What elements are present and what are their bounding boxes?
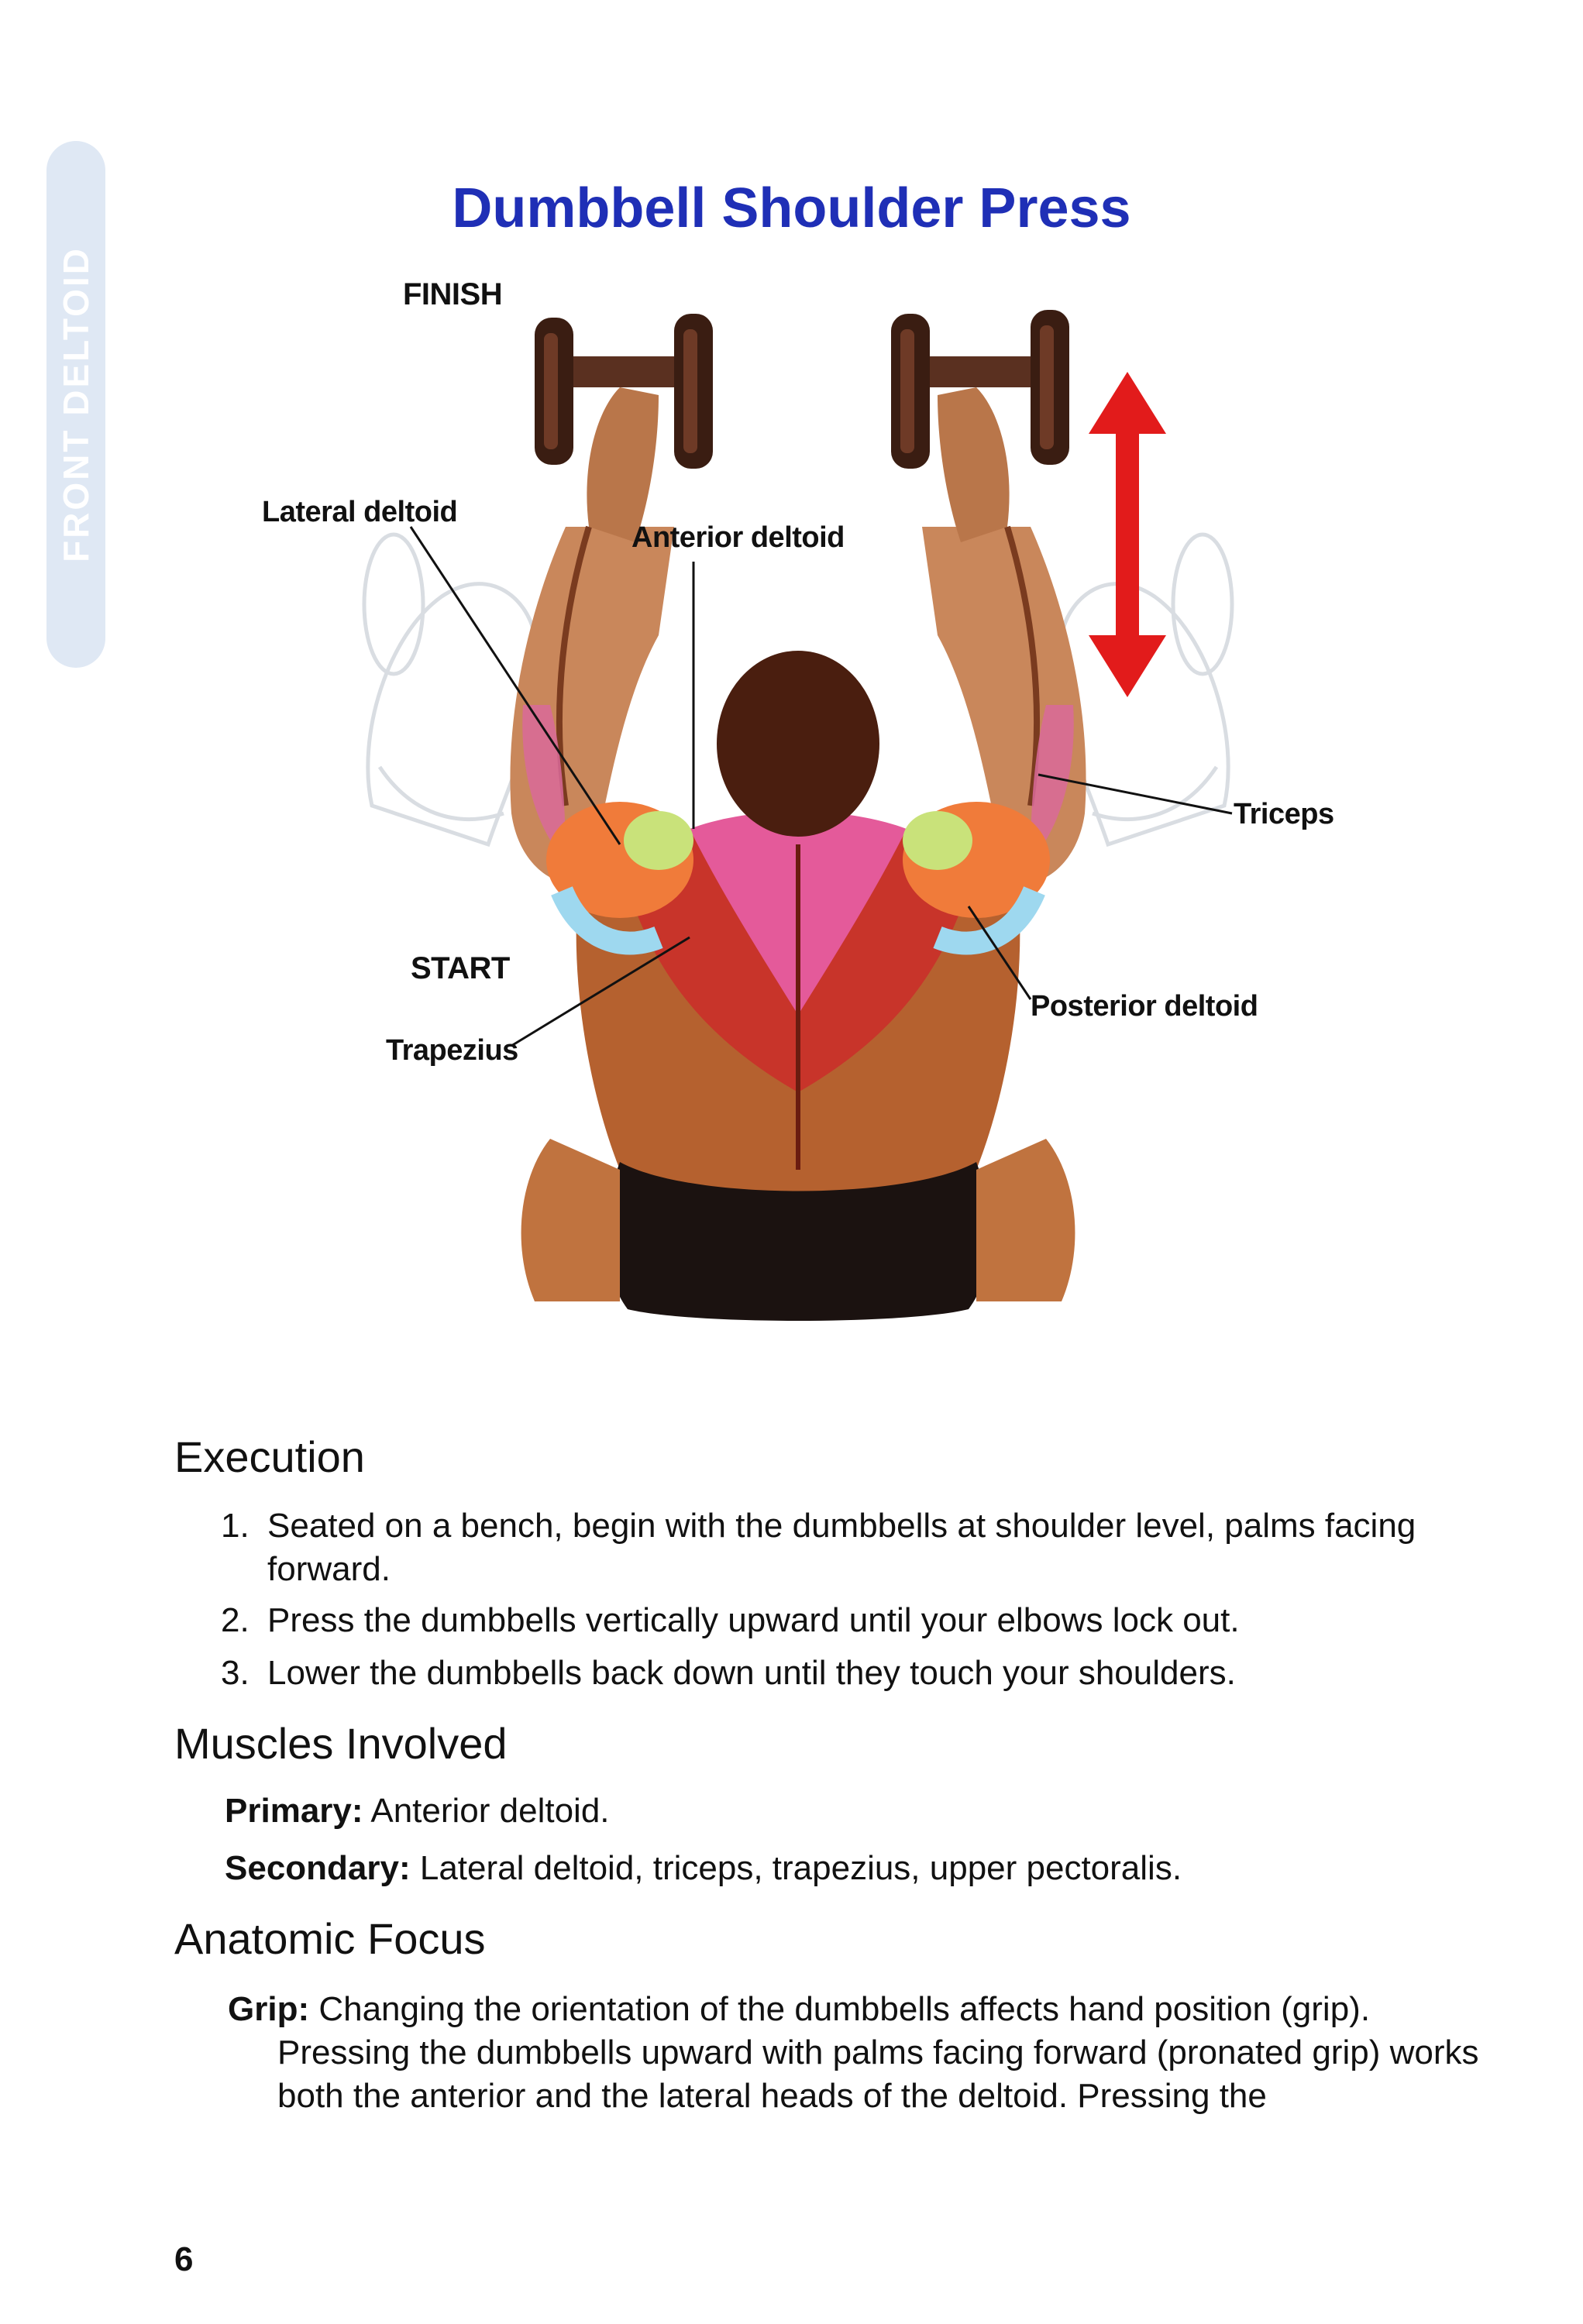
- anterior-deltoid-label: Anterior deltoid: [631, 521, 845, 554]
- step-number: 2.: [221, 1601, 249, 1639]
- trapezius-label: Trapezius: [386, 1034, 518, 1067]
- start-label: START: [411, 951, 510, 985]
- step-text: Lower the dumbbells back down until they touch your shoulders.: [267, 1654, 1236, 1692]
- step-number: 3.: [221, 1654, 249, 1692]
- step-number: 1.: [221, 1507, 249, 1545]
- double-arrow-icon: [1089, 372, 1166, 697]
- anatomy-figure: [256, 271, 1340, 1356]
- finish-label: FINISH: [403, 277, 503, 311]
- muscles-heading: Muscles Involved: [174, 1719, 508, 1768]
- tab-arrow-icon: [64, 703, 90, 724]
- secondary-label: Secondary:: [225, 1849, 411, 1887]
- grip-paragraph: [228, 1988, 1486, 2118]
- torso: [546, 802, 1050, 1216]
- grip-label: Grip:: [228, 1990, 310, 2028]
- primary-text: Anterior deltoid.: [363, 1792, 610, 1830]
- page-number: 6: [174, 2240, 194, 2278]
- grip-text: Changing the orientation of the dumbbells affects hand position (grip). Pressing the dumbbells upward with palms facing forward (pronated grip) works both the anterior and the lateral heads of the deltoid. Pressing the: [277, 1990, 1479, 2115]
- triceps-label: Triceps: [1234, 798, 1334, 830]
- side-tab-label: FRONT DELTOID: [56, 246, 96, 562]
- head: [717, 651, 879, 837]
- primary-label: Primary:: [225, 1792, 363, 1830]
- exercise-illustration: [256, 271, 1340, 1356]
- page-title: Dumbbell Shoulder Press: [452, 177, 1131, 239]
- secondary-text: Lateral deltoid, triceps, trapezius, upper pectoralis.: [410, 1849, 1182, 1887]
- step-text: Seated on a bench, begin with the dumbbells at shoulder level, palms facing forward.: [267, 1507, 1416, 1588]
- primary-muscles: [225, 1789, 1449, 1833]
- execution-heading: Execution: [174, 1432, 365, 1481]
- lateral-deltoid-label: Lateral deltoid: [262, 496, 458, 528]
- anatomic-focus-heading: Anatomic Focus: [174, 1914, 486, 1963]
- posterior-deltoid-label: Posterior deltoid: [1031, 990, 1258, 1023]
- secondary-muscles: [225, 1847, 1449, 1890]
- step-text: Press the dumbbells vertically upward until your elbows lock out.: [267, 1601, 1240, 1639]
